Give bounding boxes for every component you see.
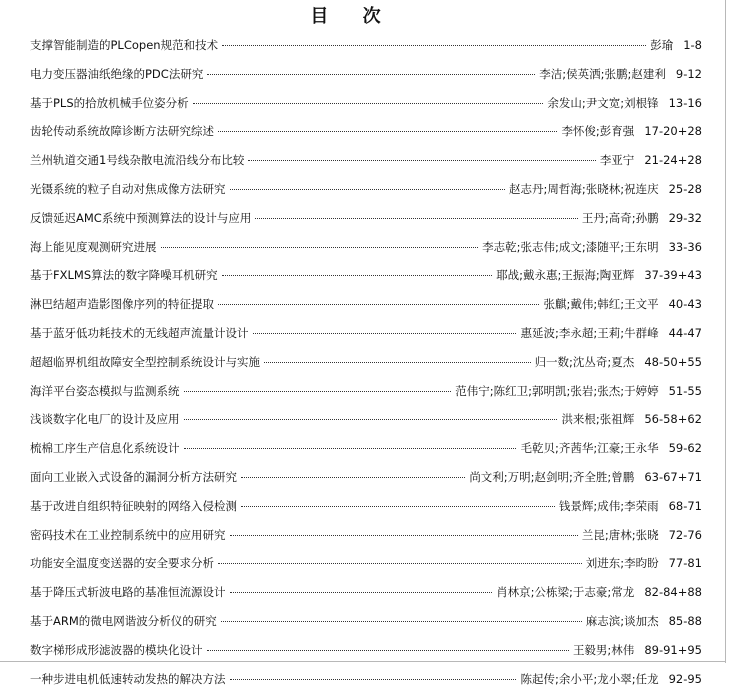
dot-leader <box>230 679 517 680</box>
dot-leader <box>207 650 569 651</box>
toc-entry-title[interactable]: 基于改进自组织特征映射的网络入侵检测 <box>30 498 237 513</box>
toc-list <box>30 35 702 697</box>
toc-entry-pages: 37-39+43 <box>644 268 702 283</box>
toc-entry-authors: 刘进东;李昀盼 <box>585 556 659 571</box>
dot-leader <box>222 45 646 46</box>
toc-entry[interactable] <box>30 553 702 582</box>
toc-heading: 目 次 <box>310 6 395 27</box>
toc-entry-authors: 王毅男;林伟 <box>572 642 635 657</box>
toc-entry-authors: 李怀俊;彭育强 <box>561 124 635 139</box>
toc-entry-pages: 13-16 <box>668 95 702 110</box>
toc-entry-title[interactable]: 光镊系统的粒子自动对焦成像方法研究 <box>30 181 226 196</box>
toc-entry-title[interactable]: 一种步进电机低速转动发热的解决方法 <box>30 671 226 686</box>
toc-entry-authors: 王丹;高奇;孙鹏 <box>581 210 659 225</box>
toc-entry-title[interactable]: 海洋平台姿态模拟与监测系统 <box>30 383 180 398</box>
toc-entry[interactable] <box>30 294 702 323</box>
toc-entry[interactable] <box>30 64 702 93</box>
toc-entry-pages: 59-62 <box>668 441 702 456</box>
dot-leader <box>184 448 517 449</box>
toc-entry[interactable] <box>30 496 702 525</box>
toc-entry-authors: 洪来根;张祖辉 <box>561 412 635 427</box>
toc-entry-pages: 29-32 <box>668 210 702 225</box>
toc-entry-authors: 彭瑜 <box>650 38 674 52</box>
toc-entry-pages: 25-28 <box>668 181 702 196</box>
toc-entry-title[interactable]: 功能安全温度变送器的安全要求分析 <box>30 556 214 571</box>
toc-entry-authors: 兰昆;唐林;张晓 <box>581 527 659 542</box>
toc-entry-authors: 归一数;沈丛奇;夏杰 <box>534 354 635 369</box>
toc-entry[interactable] <box>30 93 702 122</box>
toc-entry-title[interactable]: 海上能见度观测研究进展 <box>30 239 157 254</box>
toc-entry-pages: 56-58+62 <box>644 412 702 427</box>
dot-leader <box>222 275 493 276</box>
toc-entry-authors: 惠延波;李永超;王莉;牛群峰 <box>520 325 659 340</box>
toc-entry-authors: 张麒;戴伟;韩红;王文平 <box>543 297 659 312</box>
toc-entry-pages: 51-55 <box>668 383 702 398</box>
toc-entry-title[interactable]: 支撑智能制造的PLCopen规范和技术 <box>30 38 219 52</box>
toc-entry-pages: 48-50+55 <box>644 354 702 369</box>
toc-entry-title[interactable]: 基于ARM的微电网谐波分析仪的研究 <box>30 613 217 628</box>
toc-entry-pages: 9-12 <box>675 66 702 81</box>
toc-entry-title[interactable]: 浅谈数字化电厂的设计及应用 <box>30 412 180 427</box>
dot-leader <box>255 218 578 219</box>
toc-entry-pages: 82-84+88 <box>644 585 702 600</box>
toc-entry[interactable] <box>30 438 702 467</box>
toc-entry-pages: 89-91+95 <box>644 642 702 657</box>
toc-entry[interactable] <box>30 582 702 611</box>
page-right-border <box>725 0 726 663</box>
toc-entry-pages: 63-67+71 <box>644 469 702 484</box>
dot-leader <box>161 247 479 248</box>
toc-entry-pages: 17-20+28 <box>644 124 702 139</box>
toc-entry-title[interactable]: 电力变压器油纸绝缘的PDC法研究 <box>30 66 204 81</box>
toc-entry[interactable] <box>30 121 702 150</box>
toc-entry-pages: 92-95 <box>668 671 702 686</box>
toc-entry[interactable] <box>30 150 702 179</box>
dot-leader <box>248 160 595 161</box>
dot-leader <box>184 419 558 420</box>
toc-entry-pages: 33-36 <box>668 239 702 254</box>
toc-entry[interactable] <box>30 265 702 294</box>
toc-entry-title[interactable]: 反馈延迟AMC系统中预测算法的设计与应用 <box>30 210 252 225</box>
toc-entry-pages: 85-88 <box>668 613 702 628</box>
toc-entry-title[interactable]: 基于蓝牙低功耗技术的无线超声流量计设计 <box>30 325 249 340</box>
dot-leader <box>230 592 493 593</box>
toc-entry-pages: 72-76 <box>668 527 702 542</box>
toc-entry-authors: 钱景辉;成伟;李荣雨 <box>558 498 659 513</box>
toc-entry-authors: 毛乾贝;齐茜华;江豪;王永华 <box>520 441 659 456</box>
toc-entry[interactable] <box>30 179 702 208</box>
toc-entry-authors: 李亚宁 <box>599 153 635 168</box>
dot-leader <box>193 103 544 104</box>
dot-leader <box>218 131 557 132</box>
dot-leader <box>218 563 582 564</box>
toc-entry[interactable] <box>30 640 702 669</box>
toc-entry[interactable] <box>30 237 702 266</box>
toc-entry-authors: 李洁;侯英洒;张鹏;赵建利 <box>539 66 666 81</box>
dot-leader <box>207 74 535 75</box>
toc-entry-title[interactable]: 超超临界机组故障安全型控制系统设计与实施 <box>30 354 260 369</box>
toc-entry[interactable] <box>30 352 702 381</box>
toc-entry-pages: 21-24+28 <box>644 153 702 168</box>
toc-entry-pages: 44-47 <box>668 325 702 340</box>
toc-entry[interactable] <box>30 208 702 237</box>
dot-leader <box>253 333 517 334</box>
toc-entry[interactable] <box>30 611 702 640</box>
toc-entry[interactable] <box>30 467 702 496</box>
toc-entry-title[interactable]: 基于PLS的拾放机械手位姿分析 <box>30 95 189 110</box>
toc-entry-pages: 1-8 <box>683 38 702 52</box>
dot-leader <box>230 189 505 190</box>
toc-entry-title[interactable]: 梳棉工序生产信息化系统设计 <box>30 441 180 456</box>
toc-entry-authors: 耶战;戴永惠;王振海;陶亚辉 <box>496 268 635 283</box>
toc-entry-authors: 李志乾;张志伟;成文;漆随平;王东明 <box>482 239 659 254</box>
dot-leader <box>264 362 531 363</box>
toc-entry-title[interactable]: 齿轮传动系统故障诊断方法研究综述 <box>30 124 214 139</box>
dot-leader <box>241 506 555 507</box>
toc-entry-title[interactable]: 基于FXLMS算法的数字降噪耳机研究 <box>30 268 218 283</box>
toc-entry-authors: 尚文利;万明;赵剑明;齐全胜;曾鹏 <box>469 469 635 484</box>
toc-entry-authors: 麻志滨;谈加杰 <box>585 613 659 628</box>
toc-entry-title[interactable]: 数字梯形成形滤波器的模块化设计 <box>30 642 203 657</box>
toc-entry-authors: 赵志丹;周哲海;张晓林;祝连庆 <box>508 181 659 196</box>
dot-leader <box>184 391 452 392</box>
toc-entry-authors: 范伟宁;陈红卫;郭明凯;张岩;张杰;于婷婷 <box>455 383 659 398</box>
dot-leader <box>230 535 578 536</box>
toc-entry-title[interactable]: 基于降压式斩波电路的基准恒流源设计 <box>30 585 226 600</box>
toc-entry-title[interactable]: 淋巴结超声造影图像序列的特征提取 <box>30 297 214 312</box>
toc-entry[interactable] <box>30 525 702 554</box>
dot-leader <box>218 304 539 305</box>
toc-entry-pages: 77-81 <box>668 556 702 571</box>
toc-entry-pages: 40-43 <box>668 297 702 312</box>
toc-entry[interactable] <box>30 35 702 64</box>
toc-entry-title[interactable]: 密码技术在工业控制系统中的应用研究 <box>30 527 226 542</box>
toc-entry[interactable] <box>30 323 702 352</box>
toc-entry[interactable] <box>30 669 702 697</box>
toc-entry[interactable] <box>30 381 702 410</box>
toc-entry-authors: 肖林京;公栋梁;于志豪;常龙 <box>496 585 635 600</box>
toc-entry-title[interactable]: 面向工业嵌入式设备的漏洞分析方法研究 <box>30 469 237 484</box>
dot-leader <box>241 477 465 478</box>
toc-entry-authors: 余发山;尹文宽;刘根锋 <box>547 95 659 110</box>
toc-entry-pages: 68-71 <box>668 498 702 513</box>
toc-entry-title[interactable]: 兰州轨道交通1号线杂散电流沿线分布比较 <box>30 153 245 168</box>
toc-entry-authors: 陈起传;余小平;龙小翠;任龙 <box>520 671 659 686</box>
toc-entry[interactable] <box>30 409 702 438</box>
dot-leader <box>221 621 582 622</box>
